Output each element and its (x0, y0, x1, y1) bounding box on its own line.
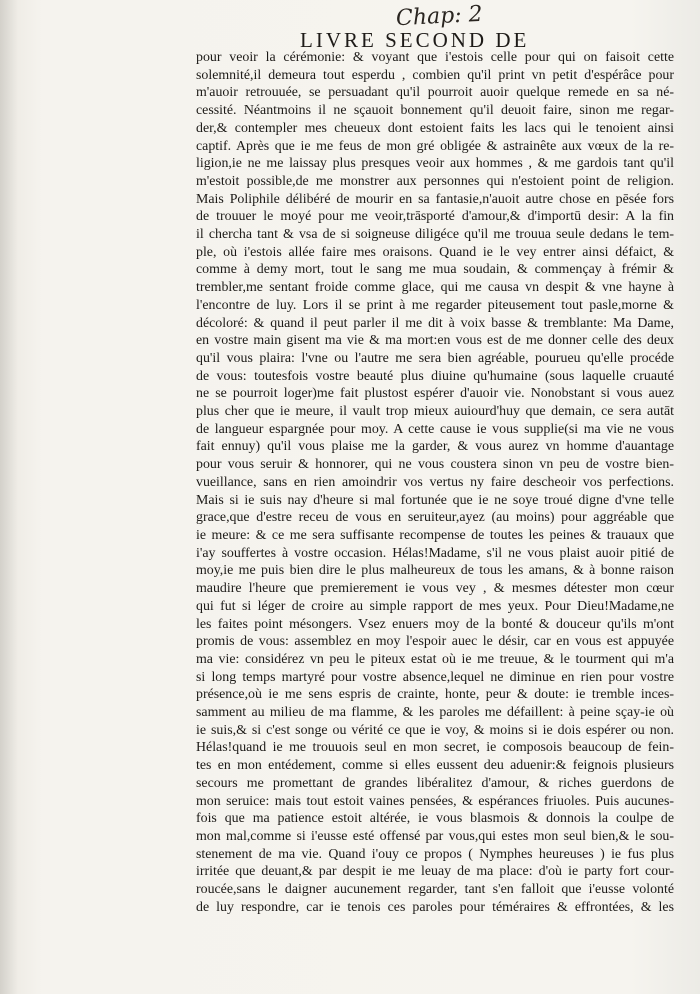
text-line: moy,ie me puis bien dire le plus malheureux de tous les amans, & à bonne raison (196, 563, 674, 579)
text-line: si long temps martyré pour vostre absence,lequel ne diminue en rien pour vostre (196, 669, 674, 685)
text-line: vueillance, sans en rien amoindrir vos vertus ny faire descheoir vos perfections. (196, 474, 674, 490)
text-line: de vous: toutesfois vostre beauté plus diuine qu'humaine (sous laquelle cruauté (196, 368, 674, 384)
text-line: comme à demy mort, tout le sang me mua soudain, & commençay à frémir & (196, 262, 674, 278)
text-line: Mais Poliphile délibéré de mourir en sa fantasie,n'auoit autre chose en pēsée fors (196, 191, 674, 207)
handwritten-chapter-note: Chap: 2 (395, 1, 484, 32)
text-line: captif. Après que ie me feus de mon gré obligée & astrainête aux vœux de la re- (196, 138, 674, 154)
running-head: LIVRE SECOND DE (300, 28, 530, 52)
text-line: ie meure: & ce me sera suffisante recompense de toutes les peines & trauaux que (196, 527, 674, 543)
text-line: ple, où i'estois allée faire mes oraisons. Quand ie le vey entrer ainsi défaict, & (196, 244, 674, 260)
text-line: maudire l'heure que premierement ie vous vey , & mesmes détester mon cœur (196, 581, 674, 597)
text-line: Mais si ie suis nay d'heure si mal fortunée que ie ne soye troué digne d'vne telle (196, 492, 674, 508)
text-line: pour vous seruir & honnorer, qui ne vous coustera sinon vn peu de vostre bien- (196, 457, 674, 473)
text-line: qui fut si léger de croire au simple rapport de mes yeux. Pour Dieu!Madame,ne (196, 598, 674, 614)
text-line: samment au milieu de ma flamme, & les paroles me défaillent: à peine sçay-ie où (196, 705, 674, 721)
text-line: mon seruice: mais tout estoit vaines pensées, & espérances friuoles. Puis aucunes- (196, 793, 674, 809)
text-line: irritée que deuant,& par despit ie me leuay de ma place: d'où ie party fort cour- (196, 864, 674, 880)
text-line: roucée,sans le daigner aucunement regarder, tant s'en falloit que i'eusse volonté (196, 882, 674, 898)
text-line: m'estoit possible,de me monstrer aux personnes qui n'estoient point de religion. (196, 173, 674, 189)
text-line: plus cher que ie meure, il vault trop mieux auiourd'huy que demain, ce sera autāt (196, 404, 674, 420)
text-line: secours me promettant de grandes libéralitez d'amour, & riches guerdons de (196, 775, 674, 791)
text-line: trembler,me sentant froide comme glace, qui me causa vn despit & vne hayne à (196, 280, 674, 296)
text-line: ma vie: considérez vn peu le piteux estat où ie me treuue, & le tourment qui m'a (196, 651, 674, 667)
text-line: ie suis,& si c'est songe ou vérité ce que ie voy, & moins si ie dois espérer ou non. (196, 722, 674, 738)
text-line: grace,que d'estre receu de vous en seruiteur,ayez (au moins) pour aggréable que (196, 510, 674, 526)
text-line: promis de vous: assemblez en moy l'espoir auec le désir, car en vous est appuyée (196, 634, 674, 650)
text-line: tes en mon entédement, comme si elles eussent deu aduenir:& feignois plusieurs (196, 758, 674, 774)
text-line: m'auoir retrouuée, se persuadant qu'il pourroit auoir quelque remede en sa né- (196, 85, 674, 101)
text-line: ligion,ie ne me laissay plus presques veoir aux hommes , & me gardois tant qu'il (196, 156, 674, 172)
text-line: mon mal,comme si i'eusse esté offensé par vous,qui estes mon seul bien,& le sou- (196, 828, 674, 844)
text-line: les faites point mésongers. Vsez enuers moy de la bonté & douceur qu'ils m'ont (196, 616, 674, 632)
text-line: stenement de ma vie. Quand i'ouy ce propos ( Nymphes heureuses ) ie fus plus (196, 846, 674, 862)
text-line: en vostre main gisent ma vie & ma mort:en vous est de me donner celle des deux (196, 333, 674, 349)
text-line: fait ennuy) qu'il vous plaise me la garder, & vous aurez vn homme d'auantage (196, 439, 674, 455)
text-line: il chercha tant & vsa de si soigneuse diligéce qu'il me trouua seule dedans le tem- (196, 227, 674, 243)
gutter-shadow (0, 0, 18, 994)
text-line: i'ay souffertes à vostre occasion. Hélas!Madame, s'il ne vous plaist auoir pitié de (196, 545, 674, 561)
text-line: de trouuer le moyé pour me veoir,trāsporté d'amour,& d'importū desir: A la fin (196, 209, 674, 225)
text-line: cessité. Néantmoins il ne sçauoit bonnement qu'il deuoit faire, sinon me regar- (196, 103, 674, 119)
text-line: de luy respondre, car ie tenois ces paroles pour téméraires & effrontées, & les (196, 899, 674, 915)
text-line: présence,où ie me sens espris de crainte, honte, peur & doute: ie tremble inces- (196, 687, 674, 703)
text-line: der,& contempler mes cheueux dont estoient faits les lacs qui le tenoient ainsi (196, 120, 674, 136)
text-line: qu'il vous plaira: l'vne ou l'autre me sera bien agréable, pourueu qu'elle procéde (196, 350, 674, 366)
text-line: fois que ma patience estoit altérée, ie vous blasmois & donnois la coulpe de (196, 811, 674, 827)
text-line: l'encontre de luy. Lors il se print à me regarder piteusement tout pasle,morne & (196, 297, 674, 313)
text-line: Hélas!quand ie me trouuois seul en mon secret, ie composois beaucoup de fein- (196, 740, 674, 756)
text-line: solemnité,il demeura tout esperdu , combien qu'il print vn petit d'espérâce pour (196, 67, 674, 83)
text-line: pour veoir la cérémonie: & voyant que i'estois celle pour qui on faisoit cette (196, 50, 674, 65)
body-text (196, 49, 674, 916)
text-line: ne se pourroit loger)me fait plustost espérer d'auoir vie. Nonobstant si vous auez (196, 386, 674, 402)
text-line: décoloré: & quand il peut parler il me dit à voix basse & tremblante: Ma Dame, (196, 315, 674, 331)
text-line: de langueur espargnée pour moy. A cette cause ie vous supplie(si ma vie ne vous (196, 421, 674, 437)
